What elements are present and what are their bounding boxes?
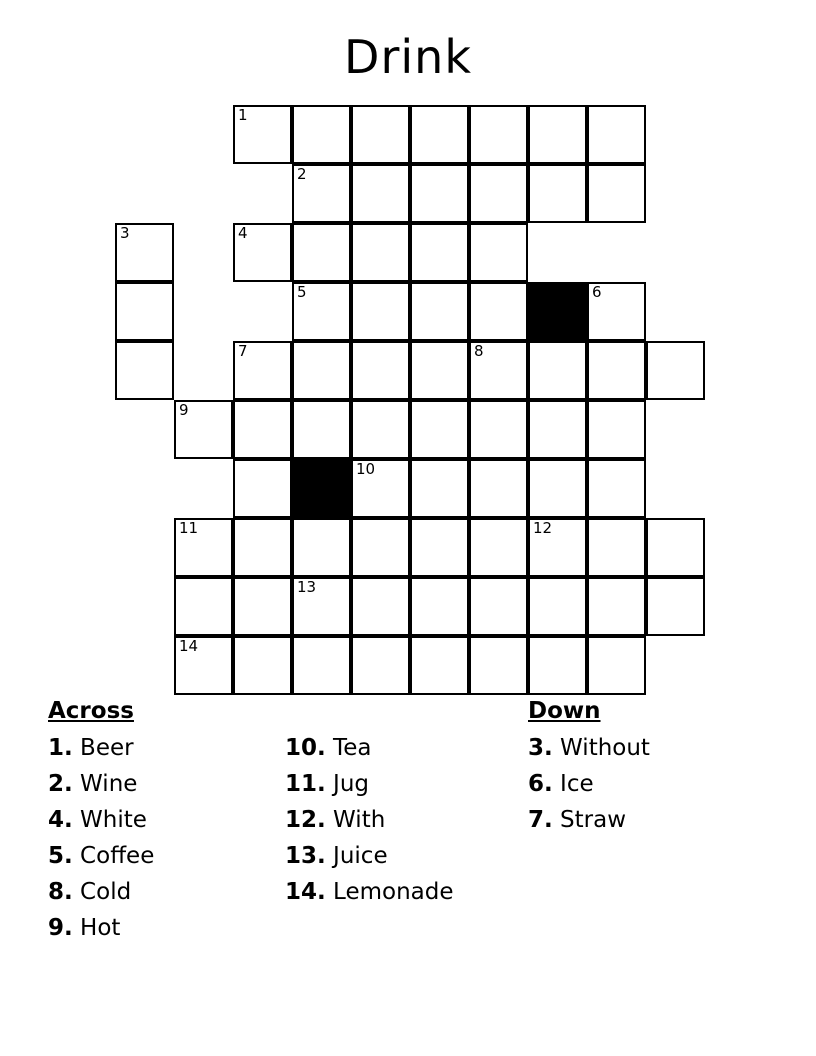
clue-number: 2. [48,771,73,797]
clue-item[interactable] [48,874,278,910]
grid-cell[interactable] [410,223,469,282]
grid-cell[interactable] [528,518,587,577]
clue-item[interactable] [285,838,525,874]
clue-text: Jug [325,771,370,797]
clue-item[interactable] [48,838,278,874]
grid-cell[interactable] [528,400,587,459]
grid-cell[interactable] [469,282,528,341]
grid-cell[interactable] [351,518,410,577]
grid-cell[interactable] [469,518,528,577]
clue-number: 8. [48,879,73,905]
grid-cell[interactable] [292,223,351,282]
clues-column-across-continued [285,698,525,910]
grid-cell[interactable] [174,518,233,577]
grid-cell[interactable] [233,518,292,577]
clue-item[interactable] [285,730,525,766]
grid-cell[interactable] [115,223,174,282]
grid-cell[interactable] [233,400,292,459]
grid-cell[interactable] [292,282,351,341]
grid-cell[interactable] [292,518,351,577]
cell-number: 12 [533,519,553,537]
clue-item[interactable] [528,730,778,766]
grid-cell[interactable] [174,636,233,695]
grid-cell[interactable] [528,105,587,164]
grid-cell[interactable] [410,459,469,518]
clue-text: Lemonade [325,879,454,905]
grid-cell[interactable] [233,577,292,636]
clue-item[interactable] [528,766,778,802]
clue-item[interactable] [48,766,278,802]
clue-item[interactable] [48,802,278,838]
grid-cell[interactable] [292,577,351,636]
clue-number: 6. [528,771,553,797]
grid-cell[interactable] [351,459,410,518]
grid-cell[interactable] [528,577,587,636]
grid-cell[interactable] [292,400,351,459]
clue-text: White [72,807,147,833]
grid-cell[interactable] [115,341,174,400]
crossword-grid[interactable] [0,105,816,695]
grid-cell[interactable] [174,400,233,459]
cell-number: 8 [474,342,484,360]
grid-cell[interactable] [528,459,587,518]
clue-number: 7. [528,807,553,833]
grid-cell[interactable] [292,341,351,400]
grid-cell[interactable] [410,164,469,223]
across-clue-list [48,730,278,946]
grid-cell[interactable] [469,577,528,636]
grid-cell[interactable] [351,282,410,341]
cell-number: 5 [297,283,307,301]
grid-cell[interactable] [587,282,646,341]
grid-cell[interactable] [587,518,646,577]
clue-number: 13. [285,843,326,869]
across-clue-list-continued [285,730,525,910]
grid-cell[interactable] [410,636,469,695]
grid-block [292,459,351,518]
clue-number: 11. [285,771,326,797]
grid-cell[interactable] [587,459,646,518]
cell-number: 13 [297,578,317,596]
grid-cell[interactable] [410,105,469,164]
clue-text: Wine [72,771,138,797]
grid-cell[interactable] [351,164,410,223]
grid-cell[interactable] [469,400,528,459]
down-clue-list [528,730,778,838]
cell-number: 2 [297,165,307,183]
grid-cell[interactable] [233,223,292,282]
across-heading: Across [48,698,134,724]
clue-number: 9. [48,915,73,941]
grid-cell[interactable] [528,636,587,695]
clue-text: Tea [325,735,372,761]
cell-number: 9 [179,401,189,419]
grid-cell[interactable] [410,400,469,459]
clue-number: 3. [528,735,553,761]
grid-cell[interactable] [410,282,469,341]
grid-cell[interactable] [351,400,410,459]
grid-cell[interactable] [469,223,528,282]
clue-text: Cold [72,879,132,905]
cell-number: 3 [120,224,130,242]
grid-cell[interactable] [528,341,587,400]
clue-text: Coffee [72,843,155,869]
clue-item[interactable] [48,730,278,766]
cell-number: 10 [356,460,376,478]
grid-cell[interactable] [646,341,705,400]
grid-cell[interactable] [646,577,705,636]
grid-cell[interactable] [351,105,410,164]
clue-text: With [325,807,386,833]
grid-cell[interactable] [469,459,528,518]
grid-cell[interactable] [469,636,528,695]
clue-number: 10. [285,735,326,761]
clue-number: 4. [48,807,73,833]
grid-cell[interactable] [469,164,528,223]
grid-cell[interactable] [646,518,705,577]
grid-cell[interactable] [351,636,410,695]
clue-number: 14. [285,879,326,905]
clue-item[interactable] [48,910,278,946]
clue-item[interactable] [285,802,525,838]
grid-cell[interactable] [587,400,646,459]
grid-cell[interactable] [410,577,469,636]
clue-number: 5. [48,843,73,869]
clue-number: 1. [48,735,73,761]
grid-cell[interactable] [233,105,292,164]
clue-text: Hot [72,915,121,941]
clue-text: Ice [552,771,594,797]
grid-block [528,282,587,341]
page-title: Drink [344,30,472,84]
clue-item[interactable] [285,766,525,802]
grid-cell[interactable] [587,341,646,400]
grid-cell[interactable] [292,636,351,695]
cell-number: 1 [238,106,248,124]
clues-column-down [528,698,778,838]
clue-item[interactable] [285,874,525,910]
grid-cell[interactable] [292,105,351,164]
grid-cell[interactable] [410,341,469,400]
grid-cell[interactable] [587,636,646,695]
clue-text: Beer [72,735,134,761]
grid-cell[interactable] [469,341,528,400]
grid-cell[interactable] [233,341,292,400]
cell-number: 4 [238,224,248,242]
grid-cell[interactable] [587,577,646,636]
clue-text: Without [552,735,650,761]
down-heading: Down [528,698,601,724]
grid-cell[interactable] [115,282,174,341]
clue-number: 12. [285,807,326,833]
grid-cell[interactable] [292,164,351,223]
grid-cell[interactable] [233,459,292,518]
grid-cell[interactable] [528,164,587,223]
clue-text: Juice [325,843,388,869]
cell-number: 14 [179,637,199,655]
cell-number: 11 [179,519,199,537]
clues-column-across [48,698,278,946]
grid-cell[interactable] [587,164,646,223]
grid-cell[interactable] [410,518,469,577]
clue-item[interactable] [528,802,778,838]
grid-cell[interactable] [174,577,233,636]
grid-cell[interactable] [351,223,410,282]
grid-cell[interactable] [351,577,410,636]
grid-cell[interactable] [233,636,292,695]
grid-cell[interactable] [587,105,646,164]
clue-text: Straw [552,807,627,833]
cell-number: 6 [592,283,602,301]
cell-number: 7 [238,342,248,360]
grid-cell[interactable] [351,341,410,400]
grid-cell[interactable] [469,105,528,164]
